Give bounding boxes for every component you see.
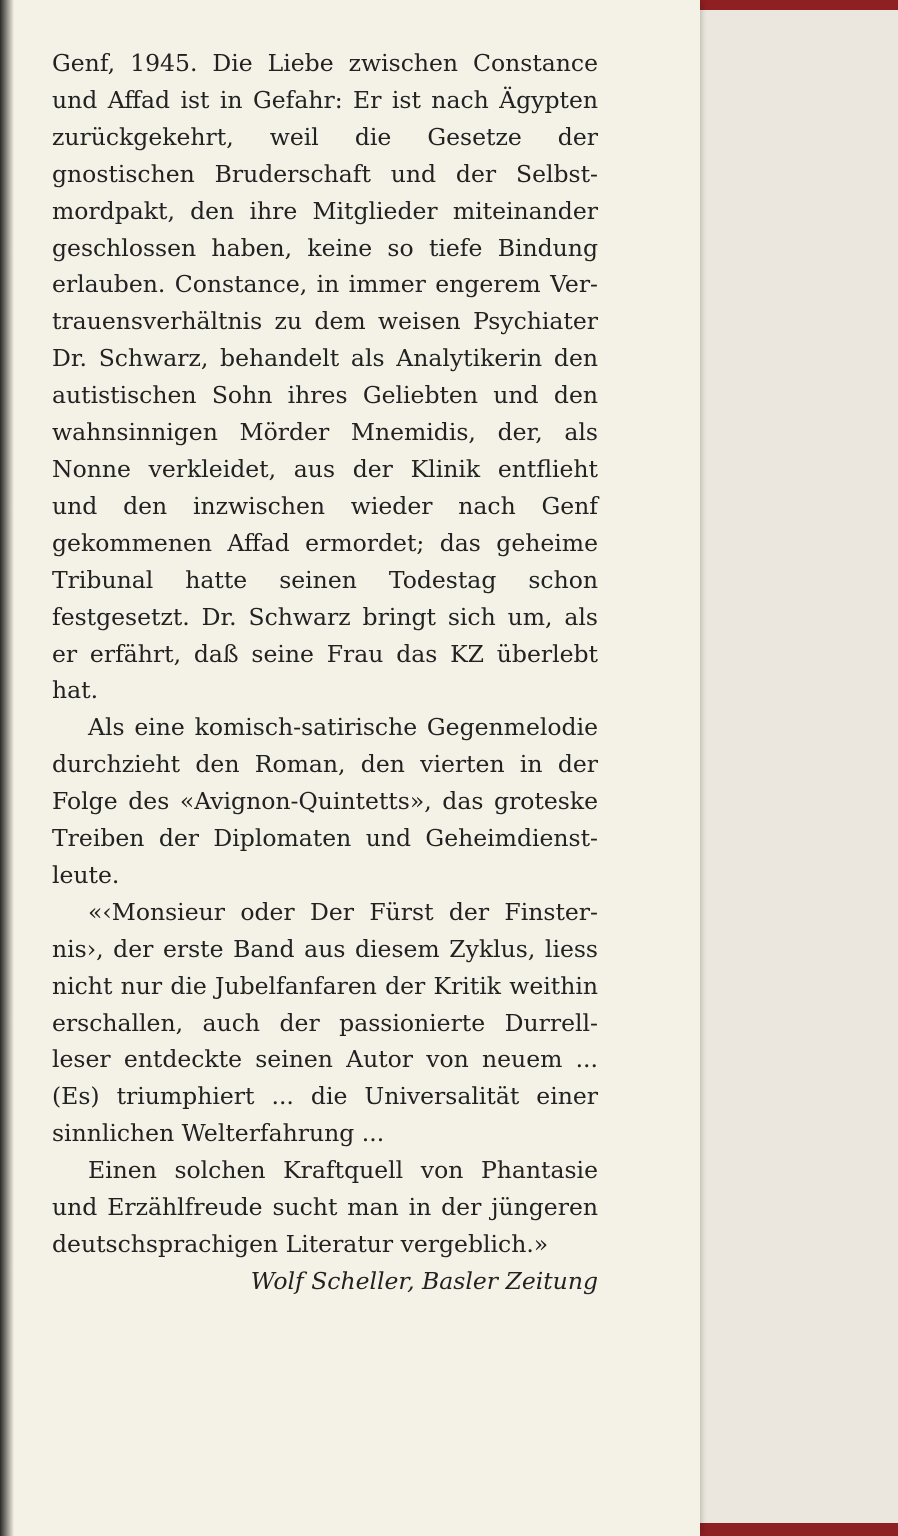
binding-shadow: [0, 0, 14, 1536]
cover-red-edge-top: [690, 0, 898, 10]
review-quote-conclusion: Einen solchen Kraftquell von Phantasie und Erzählfreude sucht man in der jüngeren deutschsprachigen Literatur vergeblich.»: [52, 1156, 598, 1258]
blurb-text: [52, 45, 598, 1300]
cover-red-edge-bottom: [680, 1523, 898, 1536]
quote-attribution: Wolf Scheller, Basler Zeitung: [250, 1266, 598, 1295]
book-cover-board: [680, 0, 898, 1536]
satire-paragraph: Als eine komisch-satirische Gegenmelodie durchzieht den Roman, den vierten in der Folge des «Avignon-Quintetts», das groteske Treiben der Diplomaten und Geheimdienstleute.: [52, 713, 598, 889]
review-quote-paragraph: «‹Monsieur oder Der Fürst der Finsternis›, der erste Band aus diesem Zyklus, liess nicht nur die Jubelfanfaren der Kritik weithin erschallen, auch der passionierte Durrellleser entdeckte seinen Autor von neuem ... (Es) triumphiert ... die Universalität einer sinnlichen Welterfahrung ...: [52, 897, 598, 1148]
synopsis-paragraph: Genf, 1945. Die Liebe zwischen Constance und Affad ist in Gefahr: Er ist nach Ägypten zurückgekehrt, weil die Gesetze der gnostischen Bruderschaft und der Selbstmordpakt, den ihre Mitglieder miteinander geschlossen haben, keine so tiefe Bindung erlauben. Constance, in immer engerem Vertrauensverhältnis zu dem weisen Psychiater Dr. Schwarz, behandelt als Analytikerin den autistischen Sohn ihres Geliebten und den wahnsinnigen Mörder Mnemidis, der, als Nonne verkleidet, aus der Klinik entflieht und den inzwischen wieder nach Genf gekommenen Affad ermordet; das geheime Tribunal hatte seinen Todestag schon festgesetzt. Dr. Schwarz bringt sich um, als er erfährt, daß seine Frau das KZ überlebt hat.: [52, 49, 598, 705]
